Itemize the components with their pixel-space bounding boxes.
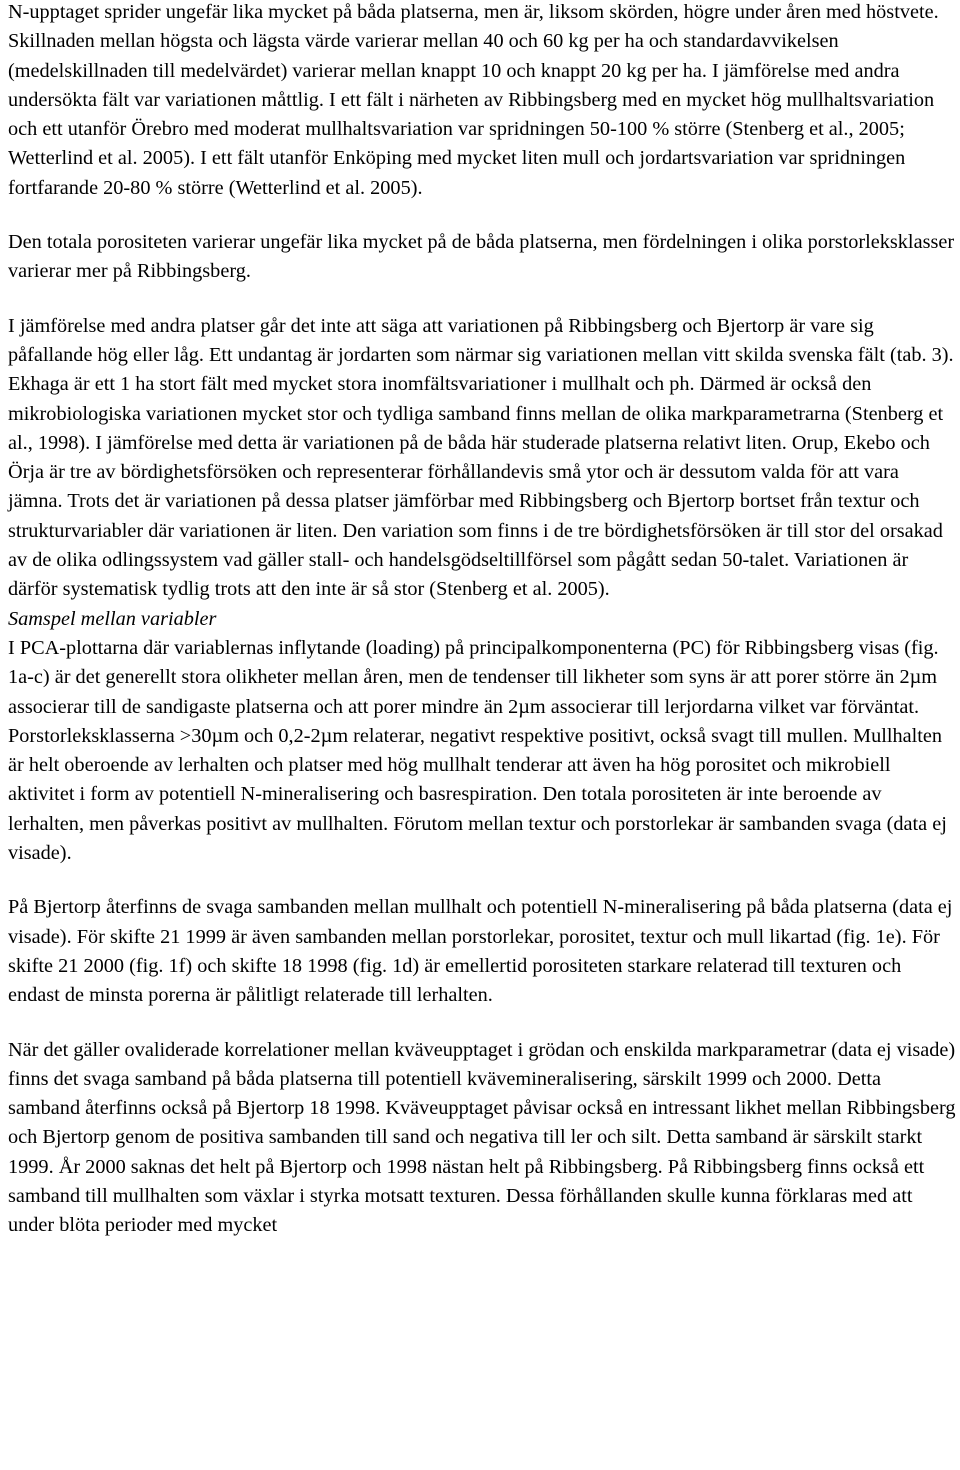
paragraph-pca-plots: I PCA-plottarna där variablernas inflytande (loading) på principalkomponenterna (PC) för Ribbingsberg visas (fig. 1a-c) är det generellt stora olikheter mellan åren, men de tendenser till likheter som syns är att porer större än 2µm associerar till de sandigaste platserna och att porer mindre än 2µm associerar till lerjordarna vilket var förväntat. Porstorleksklasserna >30µm och 0,2-2µm relaterar, negativt respektive positivt, också svagt till mullen. Mullhalten är helt oberoende av lerhalten och platser med hög mullhalt tenderar att även ha hög porositet och mikrobiell aktivitet i form av potentiell N-mineralisering och basrespiration. Den totala porositeten är inte beroende av lerhalten, men påverkas positivt av mullhalten. Förutom mellan textur och porstorlekar är sambanden svaga (data ej visade). — [8, 636, 947, 865]
paragraph-total-porosity: Den totala porositeten varierar ungefär lika mycket på de båda platserna, men fördelningen i olika porstorleksklasser varierar mer på Ribbingsberg. — [8, 231, 955, 283]
paragraph-n-uptake-variation: N-upptaget sprider ungefär lika mycket på båda platserna, men är, liksom skörden, högre under åren med höstvete. Skillnaden mellan högsta och lägsta värde varierar mellan 40 och 60 kg per ha och standardavvikelsen (medelskillnaden till medelvärdet) varierar mellan knappt 10 och knappt 20 kg per ha. I jämförelse med andra undersökta fält var variationen måttlig. I ett fält i närheten av Ribbingsberg med en mycket hög mullhaltsvariation och ett utanför Örebro med moderat mullhaltsvariation var spridningen 50-100 % större (Stenberg et al., 2005; Wetterlind et al. 2005). I ett fält utanför Enköping med mycket liten mull och jordartsvariation var spridningen fortfarande 20-80 % större (Wetterlind et al. 2005). — [8, 1, 939, 199]
paragraph-bjertorp-relations: På Bjertorp återfinns de svaga sambanden mellan mullhalt och potentiell N-mineralisering på båda platserna (data ej visade). För skifte 21 1999 är även sambanden mellan porstorlekar, porositet, textur och mull likartad (fig. 1e). För skifte 21 2000 (fig. 1f) och skifte 18 1998 (fig. 1d) är emellertid porositeten starkare relaterad till texturen och endast de minsta porerna är pålitligt relaterade till lerhalten. — [8, 896, 953, 1007]
section-heading: Samspel mellan variabler — [8, 607, 217, 630]
paragraph-comparison-other-sites: I jämförelse med andra platser går det inte att säga att variationen på Ribbingsberg och Bjertorp är vare sig påfallande hög eller låg. Ett undantag är jordarten som närmar sig variationen mellan vitt skilda svenska fält (tab. 3). Ekhaga är ett 1 ha stort fält med mycket stora inomfältsvariationer i mullhalt och ph. Därmed är också den mikrobiologiska variationen mycket stor och tydliga samband finns mellan de olika markparametrarna (Stenberg et al., 1998). I jämförelse med detta är variationen på de båda här studerade platserna relativt liten. Orup, Ekebo och Örja är tre av bördighetsförsöken och representerar förhållandevis små ytor och är dessutom valda för att vara jämna. Trots det är variationen på dessa platser jämförbar med Ribbingsberg och Bjertorp bortset från textur och strukturvariabler där variationen är liten. Den variation som finns i de tre bördighetsförsöken är till stor del orsakad av de olika odlingssystem vad gäller stall- och handelsgödseltillförsel som pågått sedan 50-talet. Variationen är därför systematisk tydlig trots att den inte är så stor (Stenberg et al. 2005). — [8, 314, 954, 601]
paragraph-nitrogen-uptake-correlations: När det gäller ovaliderade korrelationer mellan kväveupptaget i grödan och enskilda markparametrar (data ej visade) finns det svaga samband på båda platserna till potentiell kvävemineralisering, särskilt 1999 och 2000. Detta samband återfinns också på Bjertorp 18 1998. Kväveupptaget påvisar också en intressant likhet mellan Ribbingsberg och Bjertorp genom de positiva sambanden till sand och negativa till ler och silt. Detta samband är särskilt starkt 1999. År 2000 saknas det helt på Bjertorp och 1998 nästan helt på Ribbingsberg. På Ribbingsberg finns också ett samband till mullhalten som växlar i styrka motsatt texturen. Dessa förhållanden skulle kunna förklaras med att under blöta perioder med mycket — [8, 1038, 956, 1237]
section-variable-interaction — [8, 605, 956, 1241]
